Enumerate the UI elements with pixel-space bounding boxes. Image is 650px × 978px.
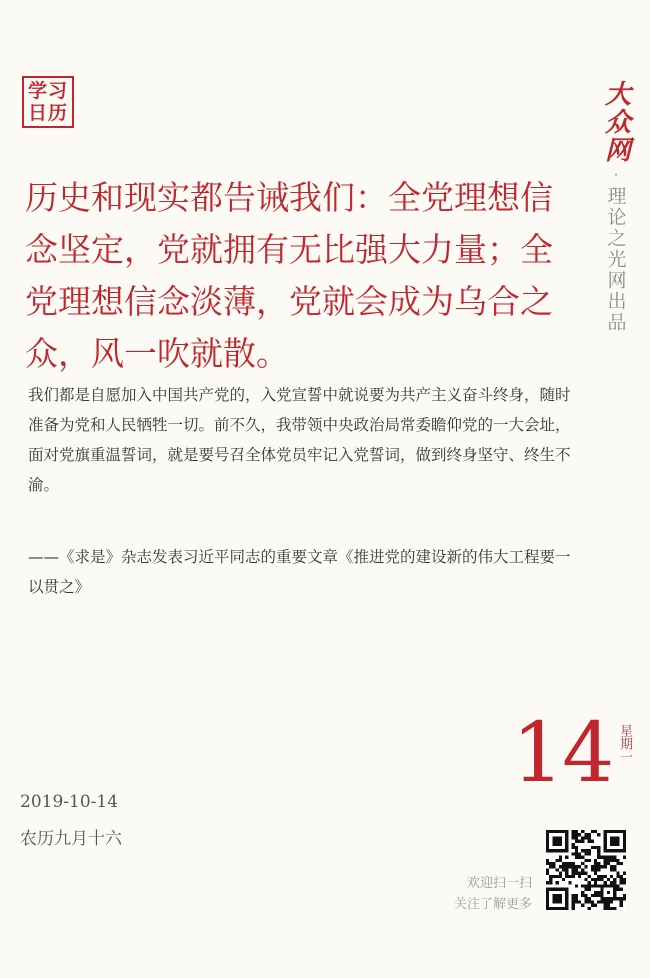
quote-body: 我们都是自愿加入中国共产党的，入党宣誓中就说要为共产主义奋斗终身，随时准备为党和人民牺牲一切。前不久，我带领中央政治局常委瞻仰党的一大会址，面对党旗重温誓词，就是要号召全体党员牢记入党誓词，做到终身坚守、终生不渝。 bbox=[28, 386, 571, 494]
quote-headline: 历史和现实都告诫我们：全党理想信念坚定，党就拥有无比强大力量；全党理想信念淡薄，党就会成为乌合之众，风一吹就散。 bbox=[25, 178, 553, 373]
lunar-date: 农历九月十六 bbox=[20, 829, 122, 849]
brand-mark bbox=[596, 80, 636, 333]
brand-separator: · bbox=[613, 165, 619, 184]
gregorian-date: 2019-10-14 bbox=[20, 792, 119, 812]
study-calendar-logo bbox=[22, 76, 74, 128]
brand-subtitle: 理论之光网出品 bbox=[604, 186, 627, 333]
logo-line-2: 日历 bbox=[27, 102, 68, 124]
weekday-label: 星期一 bbox=[617, 724, 632, 763]
logo-line-1: 学习 bbox=[27, 80, 68, 102]
qr-caption-line-1: 欢迎扫一扫 bbox=[466, 876, 532, 891]
quote-source: ——《求是》杂志发表习近平同志的重要文章《推进党的建设新的伟大工程要一以贯之》 bbox=[28, 548, 571, 596]
day-number: 14 bbox=[512, 706, 613, 801]
brand-name: 大众网 bbox=[600, 80, 631, 164]
qr-code-icon[interactable] bbox=[546, 830, 626, 910]
qr-caption-line-2: 关注了解更多 bbox=[453, 897, 532, 912]
qr-code-graphic bbox=[546, 830, 626, 910]
qr-caption bbox=[454, 873, 532, 915]
